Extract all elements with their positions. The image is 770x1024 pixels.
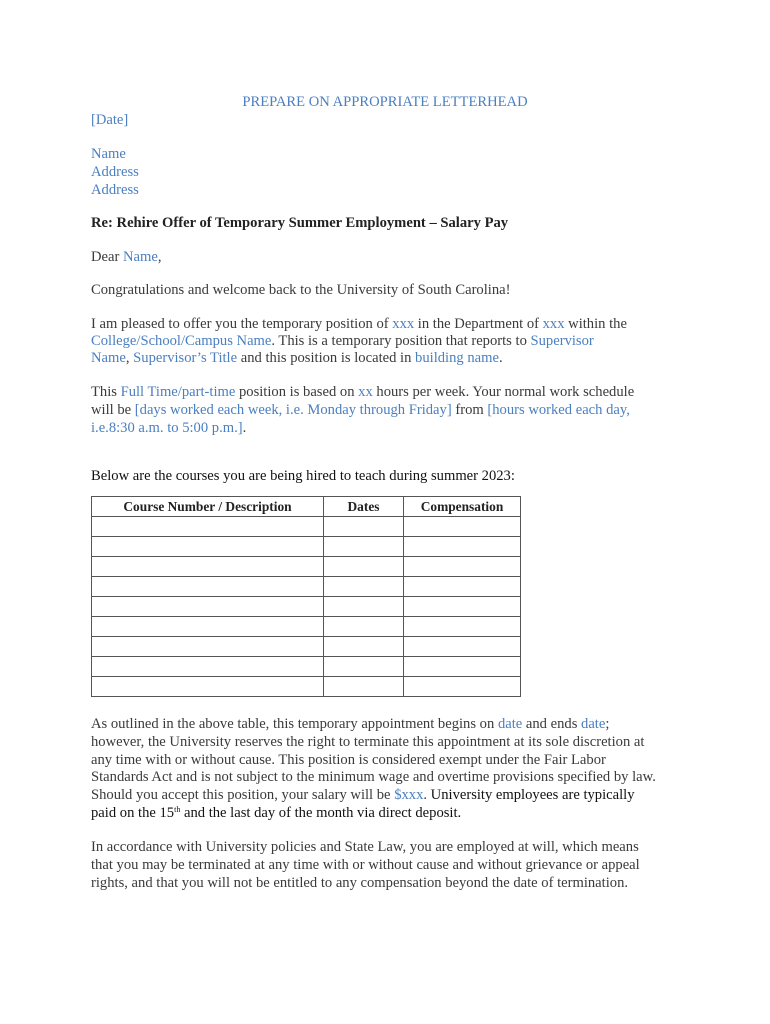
recipient-address-2: Address [91, 182, 139, 198]
congratulations-line: Congratulations and welcome back to the University of South Carolina! [91, 282, 511, 298]
recipient-address-1: Address [91, 164, 139, 180]
salutation: Dear Name, [91, 249, 162, 265]
header-course: Course Number / Description [92, 497, 324, 517]
header-compensation: Compensation [404, 497, 521, 517]
recipient-name: Name [91, 146, 126, 162]
table-row [92, 517, 521, 537]
table-header-row [92, 497, 521, 517]
table-row [92, 677, 521, 697]
date-placeholder: [Date] [91, 112, 129, 128]
header-dates: Dates [324, 497, 404, 517]
salutation-name: Name [123, 249, 158, 265]
table-row [92, 537, 521, 557]
subject-line: Re: Rehire Offer of Temporary Summer Employment – Salary Pay [91, 215, 509, 231]
letterhead-instruction: PREPARE ON APPROPRIATE LETTERHEAD [242, 94, 528, 110]
table-row [92, 617, 521, 637]
table-row [92, 637, 521, 657]
table-row [92, 597, 521, 617]
letter-page: PREPARE ON APPROPRIATE LETTERHEAD [Date] Name Address Address Re: Rehire Offer of Temporary Summer Employment – Salary Pay Dear Name, Congratulations and welcome back to the University of South Carolina! I am pleased to offer you the temporary position of xxx in the Department of xxx within the College/School/Campus Name. This is a temporary position that reports to Supervisor Name, Supervisor’s Title and this position is located in building name. This Full Time/part-time position is based on xx hours per week. Your normal work schedule will be [days worked each week, i.e. Monday through Friday] from [hours worked each day, i.e.8:30 a.m. to 5:00 p.m.]. Below are the courses you are being hired to teach during summer 2023: Course Number / Description Dates Compensation As outlined in the above table, this temporary appointment begins on date and ends date; however, the University reserves the right to terminate this appointment at its sole discretion at any time with or without cause. This position is considered exempt under the Fair Labor Standards Act and is not subject to the minimum wage and overtime provisions specified by law. Should you accept this position, your salary will be $xxx. University employees are typically paid on the 15th and the last day of the month via direct deposit. In accordance with University policies and State Law, you are employed at will, which means that you may be terminated at any time with or without cause and without grievance or appeal rights, and that you will not be entitled to any compensation beyond the date of termination. [0, 0, 770, 1024]
table-row [92, 577, 521, 597]
courses-table [91, 496, 521, 697]
table-row [92, 557, 521, 577]
courses-intro: Below are the courses you are being hired to teach during summer 2023: [91, 468, 515, 484]
table-row [92, 657, 521, 677]
